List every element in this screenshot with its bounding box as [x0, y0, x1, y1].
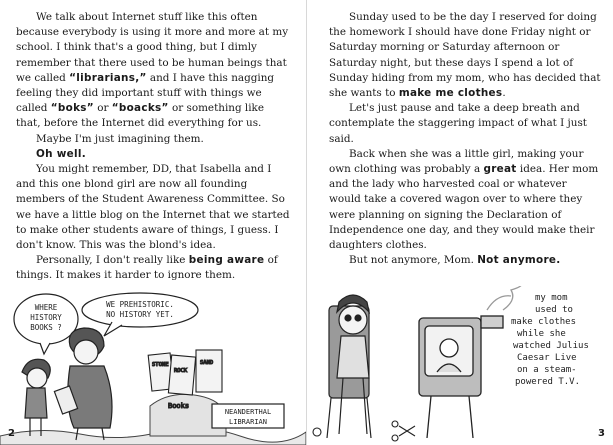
- text-run: of things. It makes it harder to ignore them.: [16, 254, 278, 282]
- books-label: Books: [168, 402, 190, 410]
- text-run: You might remember, DD, that Isabella and I and this one blond girl are now all founding members of the Student Awareness Committee. So we have a little blog on the Internet that we started to make other students aware of things, I guess. I don't know. This was the blond's idea.: [16, 163, 290, 252]
- book-label: ROCK: [174, 368, 188, 374]
- text-run: Back when she was a little girl, making your own clothing was probably a: [329, 147, 584, 176]
- handwritten-emphasis: “librarians,”: [69, 71, 147, 84]
- steam-powered-tv: [419, 286, 522, 438]
- handwritten-emphasis: “boacks”: [111, 102, 169, 115]
- neanderthal-librarian-illustration: [0, 286, 306, 445]
- text-run: and I have this nagging feeling they did important stuff with things we called: [16, 71, 275, 115]
- text-run: Let's just pause and take a deep breath and contemplate the staggering impact of what I just said.: [329, 102, 587, 145]
- text-run: idea. Her mom and the lady who harvested coal or whatever would take a covered wagon over to where they were planning on signing the Declaration of Independence one day, and they would make their daughters clothes.: [329, 163, 599, 252]
- adult-bubble-line: NO HISTORY YET.: [106, 310, 174, 319]
- handwritten-emphasis: “boks”: [50, 102, 94, 115]
- caption-line: Caesar Live: [517, 353, 577, 363]
- paragraph: [16, 10, 290, 132]
- sign-line: NEANDERTHAL: [224, 408, 272, 416]
- text-run: or something like that, before the Internet did everything for us.: [16, 102, 265, 130]
- neanderthal-librarian-sign: [212, 404, 284, 428]
- book-label: STONE: [152, 362, 169, 368]
- handwritten-emphasis: Oh well.: [36, 147, 86, 160]
- child-bubble-line: HISTORY: [30, 313, 62, 322]
- left-page-text: [16, 10, 290, 284]
- illustration-caption: [511, 293, 589, 387]
- page-number: 2: [8, 428, 15, 439]
- paragraph: [16, 147, 290, 162]
- paragraph: [329, 147, 601, 253]
- right-page: [307, 0, 613, 445]
- right-page-text: [329, 10, 601, 268]
- paragraph: [16, 162, 290, 253]
- mom-sewing-tv-illustration: [307, 286, 613, 445]
- caption-line: used to: [535, 305, 573, 315]
- text-run: We talk about Internet stuff like this often because everybody is using it more and more at my school. I think that's a good thing, but I dimly remember that there used to be human beings that we called: [16, 11, 289, 84]
- caption-line: on a steam-: [517, 365, 577, 375]
- caption-line: my mom: [535, 293, 568, 303]
- book-label: SAND: [200, 360, 214, 366]
- handwritten-emphasis: Not anymore.: [477, 254, 561, 267]
- left-page: [0, 0, 306, 445]
- adult-speech-bubble: [82, 293, 198, 336]
- text-run: or: [93, 102, 112, 115]
- text-run: But not anymore, Mom.: [349, 254, 478, 267]
- text-run: Sunday used to be the day I reserved for doing the homework I should have done Friday night or Saturday morning or Saturday afternoon or Saturday night, but these days I spend a lot of Sunday hiding from my mom, who has decided that she wants to: [329, 11, 601, 100]
- caption-line: make clothes: [511, 317, 577, 327]
- child-bubble-line: BOOKS ?: [30, 323, 62, 332]
- neanderthal-librarian: [54, 328, 112, 440]
- paragraph: [329, 10, 601, 101]
- paragraph: [16, 132, 290, 147]
- paragraph: [329, 101, 601, 147]
- caption-line: while she: [517, 329, 566, 339]
- paragraph: [329, 253, 601, 268]
- caption-line: watched Julius: [513, 341, 589, 351]
- text-run: Personally, I don't really like: [36, 254, 189, 267]
- adult-bubble-line: WE PREHISTORIC.: [106, 300, 174, 309]
- child-bubble-line: WHERE: [34, 303, 58, 312]
- cave-child: [22, 359, 50, 436]
- handwritten-emphasis: make me clothes: [398, 87, 503, 100]
- text-run: .: [502, 87, 506, 100]
- page-number: 3: [598, 428, 605, 439]
- text-run: Maybe I'm just imagining them.: [36, 132, 204, 145]
- sign-line: LIBRARIAN: [229, 418, 267, 426]
- girl-in-chair: [327, 295, 371, 438]
- handwritten-emphasis: being aware: [188, 254, 265, 267]
- handwritten-emphasis: great: [483, 163, 517, 176]
- child-speech-bubble: [14, 294, 78, 354]
- paragraph: [16, 253, 290, 283]
- caption-line: powered T.V.: [515, 377, 581, 387]
